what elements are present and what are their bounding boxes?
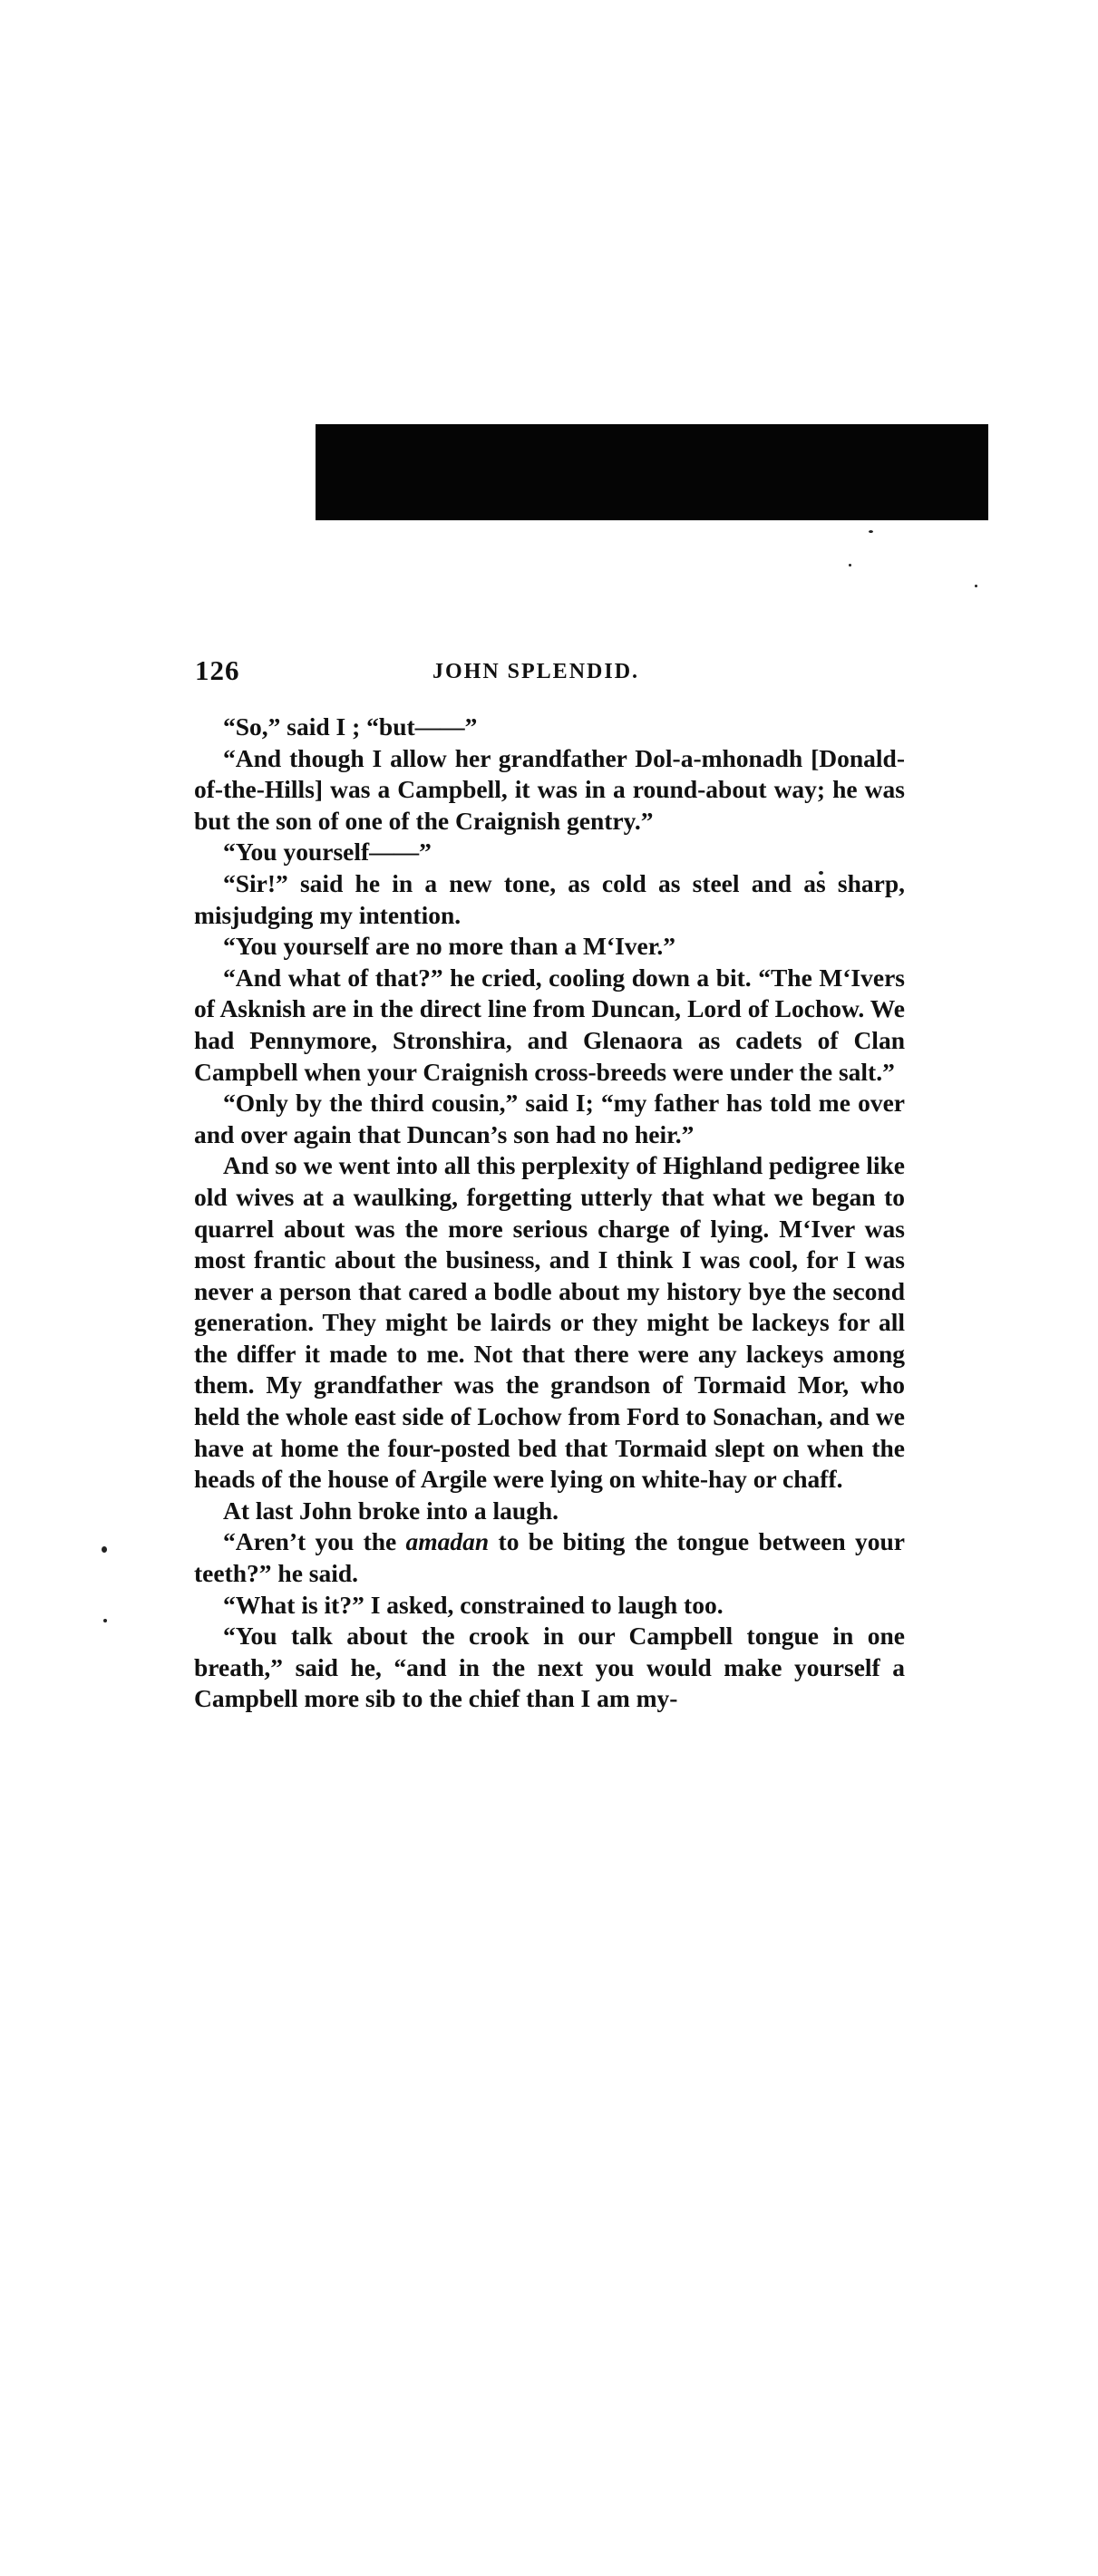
ink-speck [869,530,873,533]
body-text [194,712,905,1715]
paragraph: “Sir!” said he in a new tone, as cold as steel and as sharp, misjudging my intention. [194,868,905,929]
paragraph: “You yourself——” [223,838,432,867]
page-header [195,654,902,691]
paragraph-text: to be biting the tongue between your teeth?” he said. [194,1527,905,1588]
paragraph: “And though I allow her grandfather Dol-a-mhonadh [Donald-of-the-Hills] was a Campbell, it was in a round-about way; he was but the son of one of the Craignish gentry.” [194,743,905,835]
page-number: 126 [195,654,240,686]
paragraph: “You talk about the crook in our Campbell tongue in one breath,” said he, “and in the next you would make yourself a Campbell more sib to the chief than I am my- [194,1622,905,1713]
paragraph: And so we went into all this perplexity of Highland pedigree like old wives at a waulking, forgetting utterly that what we began to quarrel about was the more serious charge of lying. M‘Iver was most frantic about the business, and I think I was cool, for I was never a person that cared a bodle about my history bye the second generation. They might be lairds or they might be lackeys for all the differ it made to me. Not that there were any lackeys among them. My grandfather was the grandson of Tormaid Mor, who held the whole east side of Lochow from Ford to Sonachan, and we have at home the four-posted bed that Tormaid slept on when the heads of the house of Argile were lying on white-hay or chaff. [194,1151,905,1494]
ink-speck [103,1619,107,1622]
paragraph: “Only by the third cousin,” said I; “my father has told me over and over again that Duncan’s son had no heir.” [194,1089,905,1148]
paragraph [194,1526,905,1589]
paragraph-text: “Aren’t you the [223,1527,406,1556]
paragraph: “You yourself are no more than a M‘Iver.” [223,932,676,961]
ink-speck [975,585,977,587]
paragraph: At last John broke into a laugh. [223,1496,559,1525]
redaction-bar [316,424,988,520]
running-title: JOHN SPLENDID. [432,660,640,683]
paragraph: “And what of that?” he cried, cooling down a bit. “The M‘Ivers of Asknish are in the direct line from Duncan, Lord of Lochow. We had Pennymore, Stronshira, and Glenaora as cadets of Clan Campbell when your Craignish cross-breeds were under the salt.” [194,963,905,1086]
paragraph: “What is it?” I asked, constrained to laugh too. [223,1590,724,1619]
ink-speck [849,564,851,567]
italic-word: amadan [405,1527,490,1556]
ink-speck [102,1546,107,1553]
paragraph: “So,” said I ; “but——” [223,712,478,741]
